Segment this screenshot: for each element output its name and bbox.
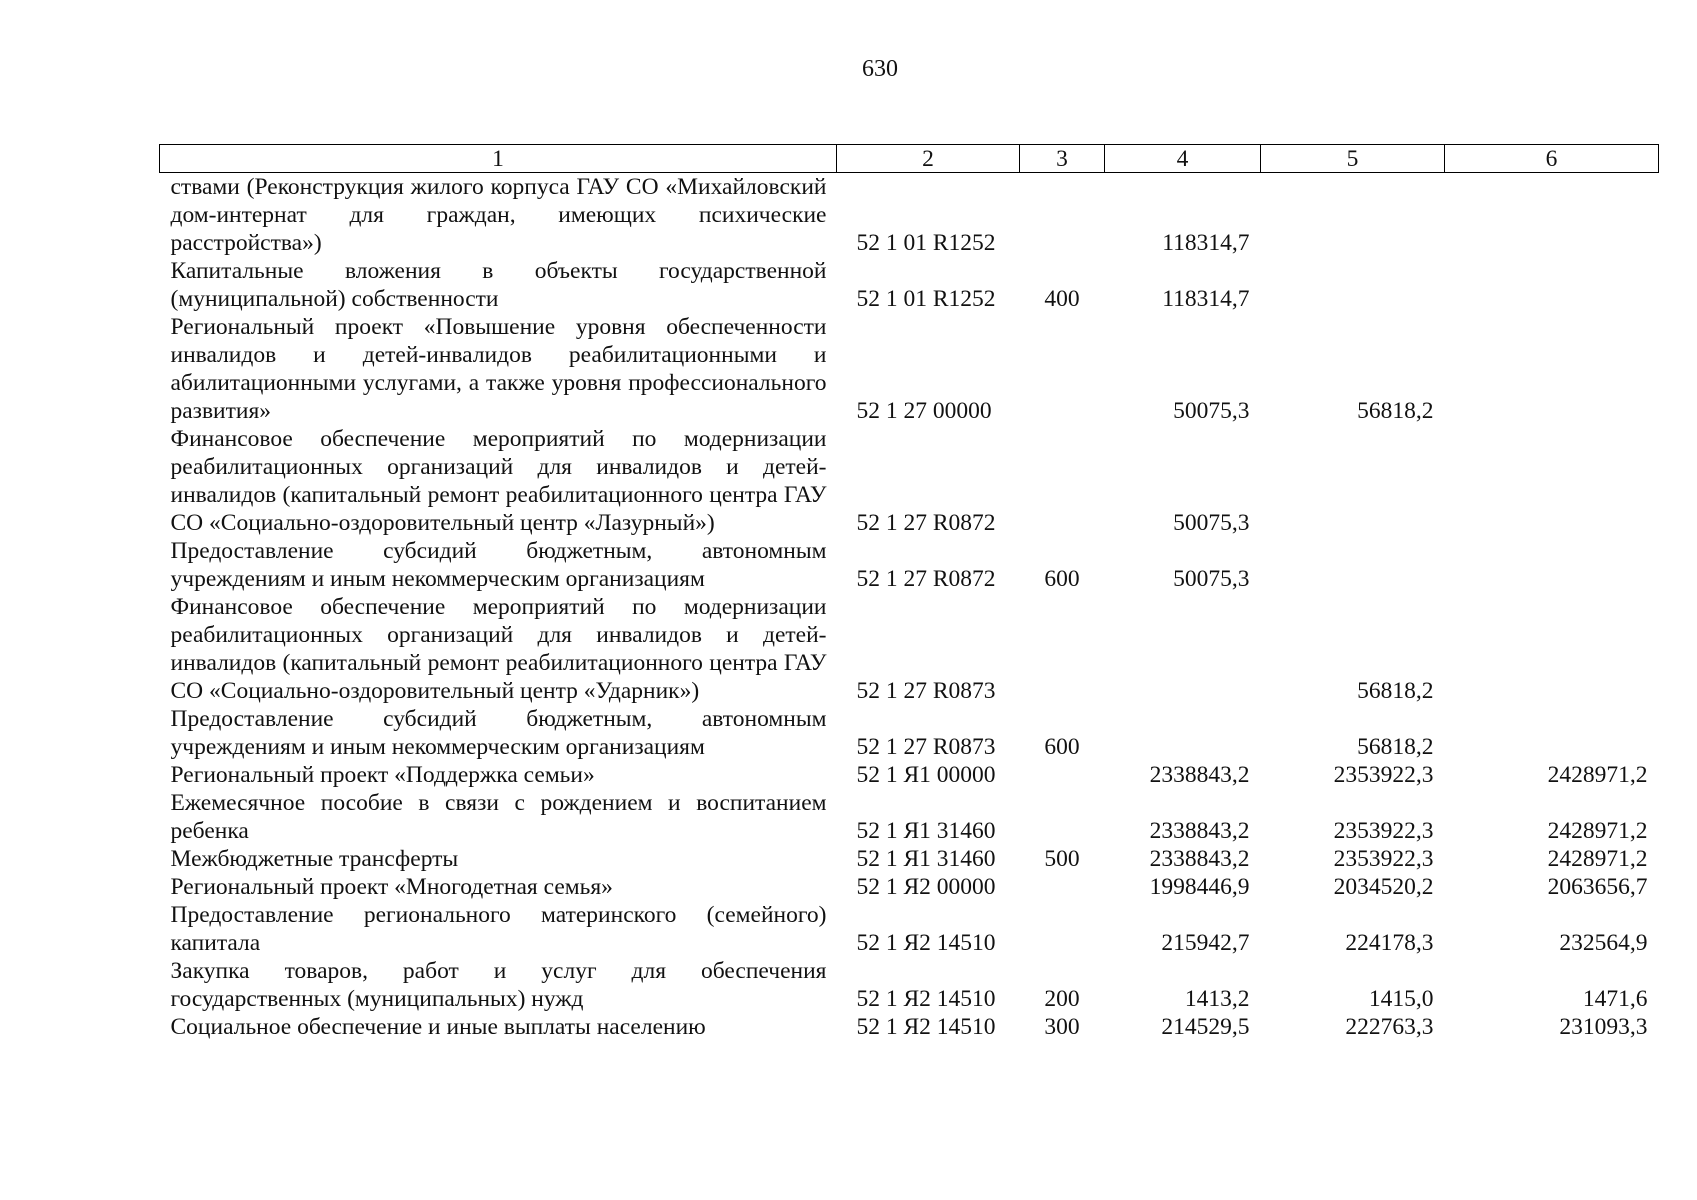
- row-code: 52 1 Я2 14510: [856, 1014, 996, 1040]
- row-value-col5: 2353922,3: [1333, 818, 1434, 844]
- row-value-col6: 231093,3: [1559, 1014, 1648, 1040]
- row-value-col4: 1413,2: [1184, 986, 1250, 1012]
- row-name: Предоставление субсидий бюджетным, автономным учреждениям и иным некоммерческим организациям: [170, 538, 827, 592]
- row-code: 52 1 Я2 00000: [856, 874, 996, 900]
- row-expense-type: 200: [1044, 986, 1080, 1012]
- row-name: Капитальные вложения в объекты государственной (муниципальной) собственности: [170, 258, 827, 312]
- row-value-col5: 222763,3: [1345, 1014, 1434, 1040]
- table-row: [160, 901, 1659, 957]
- header-col-4: 4: [1105, 145, 1261, 173]
- row-code: 52 1 01 R1252: [856, 230, 996, 256]
- row-name: Ежемесячное пособие в связи с рождением и воспитанием ребенка: [170, 790, 827, 844]
- row-value-col4: 215942,7: [1161, 930, 1250, 956]
- row-code: 52 1 27 00000: [856, 398, 992, 424]
- table-row: [160, 425, 1659, 537]
- row-value-col4: 50075,3: [1173, 398, 1250, 424]
- row-name: Финансовое обеспечение мероприятий по модернизации реабилитационных организаций для инвалидов и детей-инвалидов (капитальный ремонт реабилитационного центра ГАУ СО «Социально-оздоровительный центр «Ударник»): [170, 594, 827, 704]
- row-expense-type: [1020, 425, 1105, 537]
- table-row: [160, 537, 1659, 593]
- row-value-col6: [1445, 537, 1659, 593]
- row-code: 52 1 Я2 14510: [856, 930, 996, 956]
- header-col-6: 6: [1445, 145, 1659, 173]
- row-name: Региональный проект «Поддержка семьи»: [170, 762, 595, 788]
- row-name: Региональный проект «Повышение уровня обеспеченности инвалидов и детей-инвалидов реабилитационными и абилитационными услугами, а также уровня профессионального развития»: [170, 314, 827, 424]
- row-value-col6: [1445, 313, 1659, 425]
- row-expense-type: 400: [1044, 286, 1080, 312]
- row-value-col5: 56818,2: [1357, 678, 1434, 704]
- row-name: Социальное обеспечение и иные выплаты населению: [170, 1014, 706, 1040]
- row-expense-type: 500: [1044, 846, 1080, 872]
- row-value-col5: [1261, 425, 1445, 537]
- row-value-col5: 2353922,3: [1333, 762, 1434, 788]
- table-row: [160, 705, 1659, 761]
- row-code: 52 1 Я1 00000: [856, 762, 996, 788]
- row-value-col6: [1445, 425, 1659, 537]
- row-name: Предоставление регионального материнского (семейного) капитала: [170, 902, 827, 956]
- row-value-col5: [1261, 173, 1445, 258]
- row-value-col6: 2428971,2: [1547, 846, 1648, 872]
- row-value-col5: 2353922,3: [1333, 846, 1434, 872]
- table-row: [160, 761, 1659, 789]
- row-expense-type: 600: [1044, 566, 1080, 592]
- table-row: [160, 789, 1659, 845]
- row-expense-type: [1020, 901, 1105, 957]
- row-value-col6: [1445, 257, 1659, 313]
- row-value-col6: 2428971,2: [1547, 762, 1648, 788]
- row-name: Региональный проект «Многодетная семья»: [170, 874, 613, 900]
- header-col-3: 3: [1020, 145, 1105, 173]
- page-number: 630: [862, 56, 898, 82]
- row-expense-type: 600: [1044, 734, 1080, 760]
- row-value-col6: [1445, 705, 1659, 761]
- row-value-col4: 118314,7: [1162, 230, 1250, 256]
- row-value-col5: 2034520,2: [1333, 874, 1434, 900]
- row-value-col4: 1998446,9: [1149, 874, 1250, 900]
- row-value-col4: 2338843,2: [1149, 818, 1250, 844]
- row-value-col4: [1105, 593, 1261, 705]
- row-value-col4: 50075,3: [1173, 510, 1250, 536]
- table-row: [160, 873, 1659, 901]
- row-value-col4: 118314,7: [1162, 286, 1250, 312]
- table-row: [160, 957, 1659, 1013]
- row-value-col5: 1415,0: [1368, 986, 1434, 1012]
- row-name: Межбюджетные трансферты: [170, 846, 459, 872]
- row-value-col6: 2428971,2: [1547, 818, 1648, 844]
- row-value-col4: [1105, 705, 1261, 761]
- row-code: 52 1 27 R0873: [856, 734, 996, 760]
- row-name: Закупка товаров, работ и услуг для обеспечения государственных (муниципальных) нужд: [170, 958, 827, 1012]
- header-col-1: 1: [160, 145, 837, 173]
- row-value-col6: 232564,9: [1559, 930, 1648, 956]
- column-number-header-row: [160, 145, 1659, 173]
- row-expense-type: [1020, 593, 1105, 705]
- table-row: [160, 593, 1659, 705]
- table-body: [160, 173, 1659, 1042]
- row-value-col5: 224178,3: [1345, 930, 1434, 956]
- row-value-col4: 214529,5: [1161, 1014, 1250, 1040]
- row-value-col4: 50075,3: [1173, 566, 1250, 592]
- row-value-col6: [1445, 593, 1659, 705]
- row-value-col6: [1445, 173, 1659, 258]
- row-value-col5: 56818,2: [1357, 398, 1434, 424]
- row-code: 52 1 Я1 31460: [856, 818, 996, 844]
- row-name: ствами (Реконструкция жилого корпуса ГАУ СО «Михайловский дом-интернат для граждан, имеющих психические расстройства»): [170, 174, 827, 256]
- header-col-5: 5: [1261, 145, 1445, 173]
- row-expense-type: [1020, 789, 1105, 845]
- row-value-col6: 2063656,7: [1547, 874, 1648, 900]
- table-row: [160, 257, 1659, 313]
- row-expense-type: [1020, 313, 1105, 425]
- row-expense-type: [1020, 873, 1105, 901]
- row-value-col4: 2338843,2: [1149, 846, 1250, 872]
- header-col-2: 2: [837, 145, 1020, 173]
- row-expense-type: 300: [1044, 1014, 1080, 1040]
- row-value-col4: 2338843,2: [1149, 762, 1250, 788]
- row-value-col6: 1471,6: [1582, 986, 1648, 1012]
- row-expense-type: [1020, 173, 1105, 258]
- row-code: 52 1 01 R1252: [856, 286, 996, 312]
- row-code: 52 1 Я1 31460: [856, 846, 996, 872]
- row-value-col5: [1261, 537, 1445, 593]
- row-value-col5: 56818,2: [1357, 734, 1434, 760]
- row-expense-type: [1020, 761, 1105, 789]
- table-row: [160, 845, 1659, 873]
- table-row: [160, 313, 1659, 425]
- row-code: 52 1 27 R0872: [856, 510, 996, 536]
- row-code: 52 1 27 R0872: [856, 566, 996, 592]
- row-name: Предоставление субсидий бюджетным, автономным учреждениям и иным некоммерческим организациям: [170, 706, 827, 760]
- row-code: 52 1 27 R0873: [856, 678, 996, 704]
- table-row: [160, 173, 1659, 258]
- row-value-col5: [1261, 257, 1445, 313]
- row-code: 52 1 Я2 14510: [856, 986, 996, 1012]
- budget-table: [159, 144, 1659, 1041]
- table-row: [160, 1013, 1659, 1041]
- row-name: Финансовое обеспечение мероприятий по модернизации реабилитационных организаций для инвалидов и детей-инвалидов (капитальный ремонт реабилитационного центра ГАУ СО «Социально-оздоровительный центр «Лазурный»): [170, 426, 827, 536]
